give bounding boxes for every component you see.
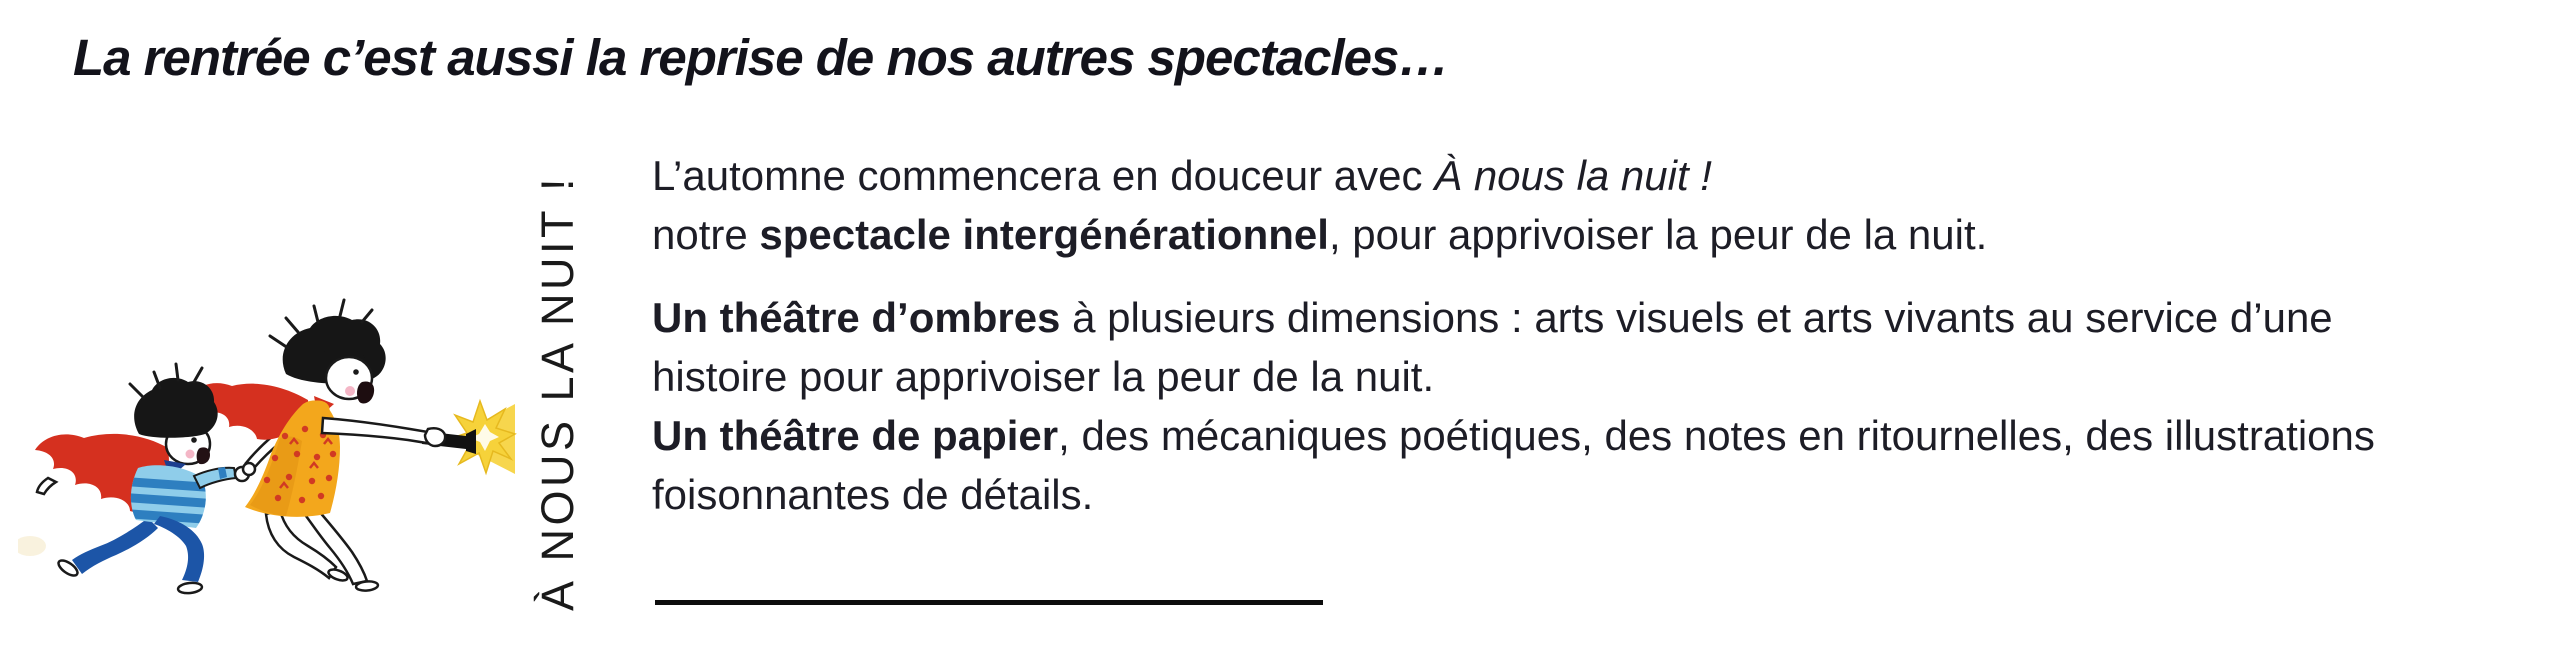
divider-line <box>655 600 1323 605</box>
girl-figure <box>193 300 515 591</box>
page-title: La rentrée c’est aussi la reprise de nos autres spectacles… <box>73 29 1449 86</box>
children-illustration <box>18 288 518 648</box>
show-title-label <box>521 158 595 628</box>
show-title-text: À NOUS LA NUIT ! <box>532 174 583 612</box>
shadow-theatre-paragraph: Un théâtre d’ombres à plusieurs dimensions : arts visuels et arts vivants au service d’une histoire pour apprivoiser la peur de la nuit. <box>652 294 2333 400</box>
paint-smudge <box>18 536 46 556</box>
intro-paragraph: L’automne commencera en douceur avec À nous la nuit ! notre spectacle intergénérationnel, pour apprivoiser la peur de la nuit. <box>652 152 1988 258</box>
paper-theatre-paragraph: Un théâtre de papier, des mécaniques poétiques, des notes en ritournelles, des illustrations foisonnantes de détails. <box>652 412 2375 518</box>
description-text-block <box>652 146 2452 524</box>
